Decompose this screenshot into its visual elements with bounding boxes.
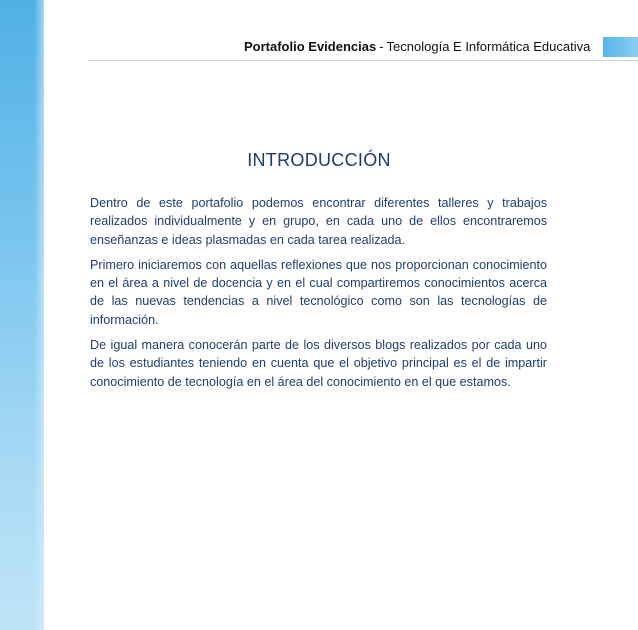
page-header bbox=[244, 39, 590, 54]
section-heading-text: INTRODUCCIÓN bbox=[247, 150, 391, 170]
header-divider bbox=[88, 60, 638, 61]
paragraph: Dentro de este portafolio podemos encontrar diferentes talleres y trabajos realizados individualmente y en grupo, en cada uno de ellos encontraremos enseñanzas e ideas plasmadas en cada tarea realizada. bbox=[90, 196, 547, 247]
section-heading bbox=[0, 150, 638, 171]
side-band-highlight bbox=[34, 0, 44, 630]
header-accent-block bbox=[603, 37, 638, 57]
header-title: Portafolio Evidencias bbox=[244, 39, 377, 54]
header-separator: - bbox=[379, 39, 384, 54]
paragraph: Primero iniciaremos con aquellas reflexiones que nos proporcionan conocimiento en el área a nivel de docencia y en el cual compartiremos conocimientos acerca de las nuevas tendencias a nivel tecnológico como son las tecnologías de información. bbox=[90, 257, 547, 327]
body-text bbox=[90, 194, 547, 398]
decorative-side-band bbox=[0, 0, 44, 630]
header-subtitle: Tecnología E Informática Educativa bbox=[386, 39, 591, 54]
paragraph: De igual manera conocerán parte de los diversos blogs realizados por cada uno de los estudiantes teniendo en cuenta que el objetivo principal es el de impartir conocimiento de tecnología en el área del conocimiento en el que estamos. bbox=[90, 338, 547, 389]
